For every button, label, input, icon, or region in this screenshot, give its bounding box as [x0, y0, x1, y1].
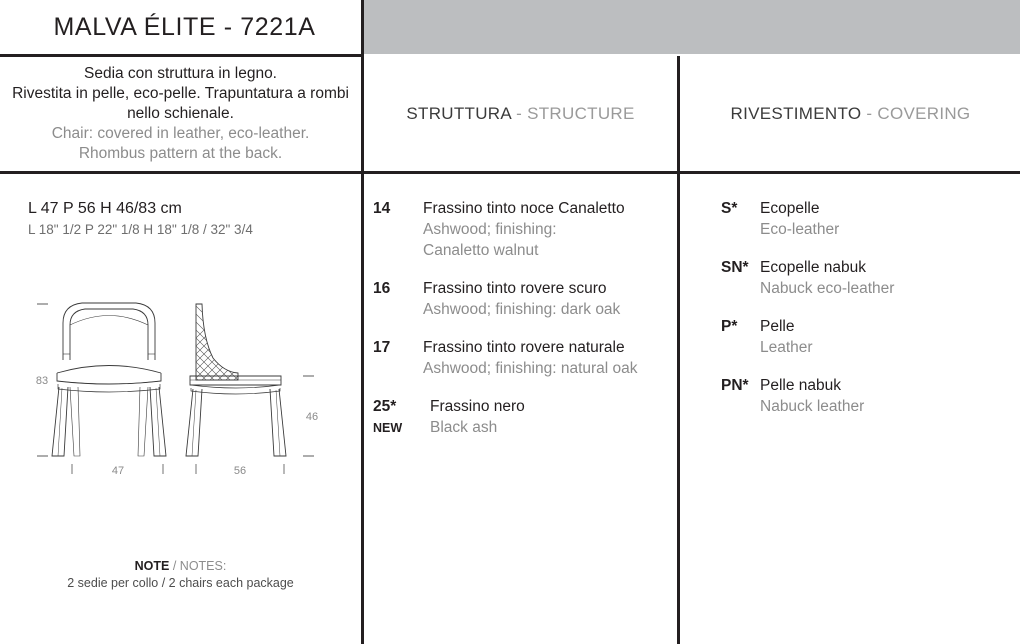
covering-option-name-en: Eco-leather [760, 221, 840, 238]
covering-header-it: RIVESTIMENTO [730, 103, 862, 123]
covering-option-name-en: Nabuck leather [760, 398, 865, 415]
covering-option-row[interactable] [681, 375, 1020, 417]
product-description [0, 57, 361, 171]
covering-option-name-it: Ecopelle [760, 200, 820, 217]
notes-separator: / [169, 559, 180, 573]
covering-option-name-it: Ecopelle nabuk [760, 259, 866, 276]
new-badge: NEW [373, 421, 403, 435]
structure-option-code: 25* [373, 398, 397, 415]
label-depth: 56 [233, 465, 247, 477]
title-area [0, 0, 361, 54]
structure-option-name-en: Black ash [430, 419, 498, 436]
structure-header-en: STRUCTURE [527, 103, 635, 123]
structure-header-it: STRUTTURA [406, 103, 512, 123]
dimensions-imperial: L 18" 1/2 P 22" 1/8 H 18" 1/8 / 32" 3/4 [28, 222, 253, 237]
structure-option-row[interactable] [364, 337, 677, 379]
page-title: MALVA ÉLITE - 7221A [53, 12, 316, 41]
structure-header-sep: - [511, 103, 528, 123]
structure-column-header [364, 56, 677, 171]
description-en-line-1: Chair: covered in leather, eco-leather. [51, 125, 310, 142]
notes-label-it: NOTE [134, 559, 170, 573]
structure-option-code: 16 [373, 280, 391, 297]
label-width: 47 [111, 465, 125, 477]
chair-elevation-svg [0, 288, 361, 488]
structure-option-name-it: Frassino tinto rovere scuro [423, 280, 607, 297]
covering-option-code: S* [721, 200, 738, 217]
covering-column-header [681, 56, 1020, 171]
notes-text: 2 sedie per collo / 2 chairs each package [67, 576, 294, 590]
covering-option-name-en: Leather [760, 339, 813, 356]
dimensions-metric: L 47 P 56 H 46/83 cm [28, 200, 182, 217]
covering-header-sep: - [861, 103, 878, 123]
structure-option-row[interactable] [364, 278, 677, 320]
covering-option-code: P* [721, 318, 738, 335]
structure-option-code: 14 [373, 200, 391, 217]
notes-label-en: NOTES: [179, 559, 227, 573]
structure-option-name-it: Frassino tinto noce Canaletto [423, 200, 625, 217]
structure-option-name-it: Frassino tinto rovere naturale [423, 339, 625, 356]
notes-heading [0, 558, 361, 575]
covering-option-code: SN* [721, 259, 749, 276]
structure-options-list [364, 198, 677, 455]
covering-options-list [681, 198, 1020, 434]
structure-option-name-en: Ashwood; finishing: [423, 221, 557, 238]
covering-option-name-it: Pelle [760, 318, 795, 335]
description-it-line-2: Rivestita in pelle, eco-pelle. Trapuntatura a rombi [12, 85, 349, 102]
technical-drawing [0, 288, 361, 488]
structure-option-name-en: Ashwood; finishing: natural oak [423, 360, 638, 377]
covering-option-code: PN* [721, 377, 749, 394]
covering-option-row[interactable] [681, 198, 1020, 240]
header-gray-band [364, 0, 1020, 54]
covering-option-name-en: Nabuck eco-leather [760, 280, 895, 297]
description-en-line-2: Rhombus pattern at the back. [78, 145, 283, 162]
column-divider-right [677, 56, 680, 644]
structure-option-name-it: Frassino nero [430, 398, 525, 415]
label-seat-height: 46 [305, 411, 319, 423]
notes-block [0, 558, 361, 592]
label-total-height: 83 [35, 375, 49, 387]
structure-option-row[interactable] [364, 396, 677, 438]
description-divider-rule [0, 171, 1020, 174]
structure-option-row[interactable] [364, 198, 677, 261]
covering-option-row[interactable] [681, 316, 1020, 358]
structure-option-name-en-2: Canaletto walnut [423, 242, 539, 259]
covering-header-en: COVERING [877, 103, 971, 123]
covering-option-row[interactable] [681, 257, 1020, 299]
description-it-line-3: nello schienale. [127, 105, 234, 122]
structure-option-code: 17 [373, 339, 391, 356]
description-it-line-1: Sedia con struttura in legno. [83, 65, 277, 82]
covering-option-name-it: Pelle nabuk [760, 377, 842, 394]
dimensions-block [28, 198, 358, 240]
structure-option-name-en: Ashwood; finishing: dark oak [423, 301, 621, 318]
